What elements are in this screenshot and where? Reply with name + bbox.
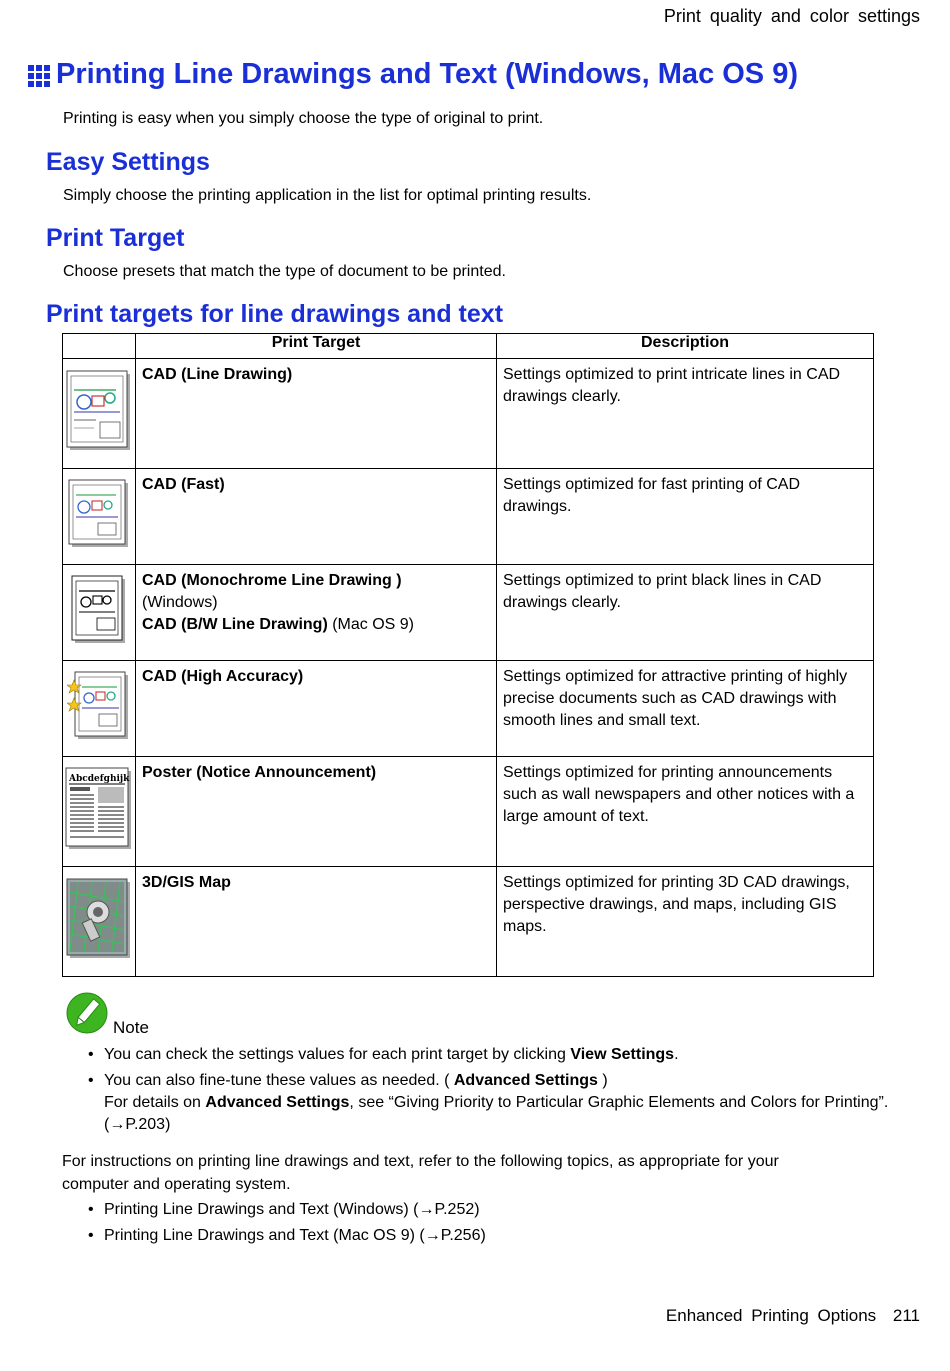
table-header-row bbox=[63, 334, 874, 359]
target-description: Settings optimized for fast printing of CAD drawings. bbox=[497, 469, 874, 565]
list-item: • You can check the settings values for each print target by clicking View Settings. bbox=[88, 1044, 950, 1066]
note-list bbox=[88, 1044, 950, 1140]
target-name: Poster (Notice Announcement) bbox=[142, 764, 377, 781]
target-description: Settings optimized for printing announcements such as wall newspapers and other notices with a large amount of text. bbox=[497, 757, 874, 867]
header-description: Description bbox=[497, 334, 874, 359]
instructions-text: For instructions on printing line drawings and text, refer to the following topics, as appropriate for your computer and operating system. bbox=[62, 1153, 779, 1193]
header-print-target: Print Target bbox=[136, 334, 497, 359]
easy-settings-text: Simply choose the printing application in the list for optimal printing results. bbox=[63, 187, 592, 204]
table-row bbox=[63, 757, 874, 867]
list-item: • You can also fine-tune these values as needed. ( Advanced Settings ) For details on Advanced Settings, see “Giving Priority to Particular Graphic Elements and Colors for Printing”. (→P.203) bbox=[88, 1070, 950, 1136]
cad-high-accuracy-icon bbox=[67, 670, 131, 742]
easy-settings-heading: Easy Settings bbox=[46, 148, 210, 176]
advanced-settings-ref: Advanced Settings bbox=[453, 1072, 598, 1089]
target-description: Settings optimized to print black lines in CAD drawings clearly. bbox=[497, 565, 874, 661]
target-name-alt: CAD (B/W Line Drawing) bbox=[142, 616, 328, 633]
advanced-settings-ref-2: Advanced Settings bbox=[205, 1094, 350, 1111]
section-grid-icon bbox=[28, 65, 50, 87]
cad-monochrome-icon bbox=[71, 575, 127, 645]
topic-link-mac[interactable]: • Printing Line Drawings and Text (Mac OS 9) (→P.256) bbox=[88, 1225, 486, 1247]
page-title-text: Printing Line Drawings and Text (Windows, Mac OS 9) bbox=[56, 58, 798, 90]
intro-text: Printing is easy when you simply choose the type of original to print. bbox=[63, 110, 544, 127]
cad-fast-icon bbox=[68, 479, 130, 549]
target-os-alt: (Mac OS 9) bbox=[332, 616, 415, 633]
header-thumb bbox=[63, 334, 136, 359]
3d-gis-map-icon bbox=[66, 878, 132, 960]
page-number: 211 bbox=[892, 1306, 920, 1325]
target-description: Settings optimized to print intricate lines in CAD drawings clearly. bbox=[497, 359, 874, 469]
target-name: CAD (Fast) bbox=[142, 476, 225, 493]
target-os: (Windows) bbox=[142, 594, 218, 611]
running-header: Print quality and color settings bbox=[663, 6, 920, 26]
target-description: Settings optimized for attractive printing of highly precise documents such as CAD drawings with smooth lines and small text. bbox=[497, 661, 874, 757]
table-row bbox=[63, 867, 874, 977]
print-targets-table bbox=[62, 333, 874, 977]
table-row bbox=[63, 565, 874, 661]
print-target-text: Choose presets that match the type of document to be printed. bbox=[63, 263, 506, 280]
topic-link-list bbox=[88, 1199, 486, 1251]
cad-line-drawing-icon bbox=[66, 370, 132, 452]
print-target-heading: Print Target bbox=[46, 224, 185, 252]
table-row bbox=[63, 359, 874, 469]
table-row bbox=[63, 661, 874, 757]
page-footer bbox=[666, 1306, 920, 1326]
table-row bbox=[63, 469, 874, 565]
footer-section: Enhanced Printing Options bbox=[665, 1306, 877, 1325]
target-name: CAD (Line Drawing) bbox=[142, 366, 293, 383]
view-settings-ref: View Settings bbox=[570, 1046, 675, 1063]
topic-link-windows[interactable]: • Printing Line Drawings and Text (Windows) (→P.252) bbox=[88, 1199, 486, 1221]
target-name: CAD (Monochrome Line Drawing ) bbox=[142, 572, 402, 589]
table-heading: Print targets for line drawings and text bbox=[46, 300, 504, 328]
poster-logo-text: Abcdefghijk bbox=[69, 774, 130, 784]
target-description: Settings optimized for printing 3D CAD drawings, perspective drawings, and maps, including GIS maps. bbox=[497, 867, 874, 977]
target-name: CAD (High Accuracy) bbox=[142, 668, 304, 685]
page-title bbox=[28, 58, 798, 91]
poster-icon bbox=[65, 767, 133, 851]
target-name: 3D/GIS Map bbox=[142, 874, 231, 891]
note-pencil-icon bbox=[66, 992, 110, 1034]
note-label: Note bbox=[113, 1018, 149, 1037]
